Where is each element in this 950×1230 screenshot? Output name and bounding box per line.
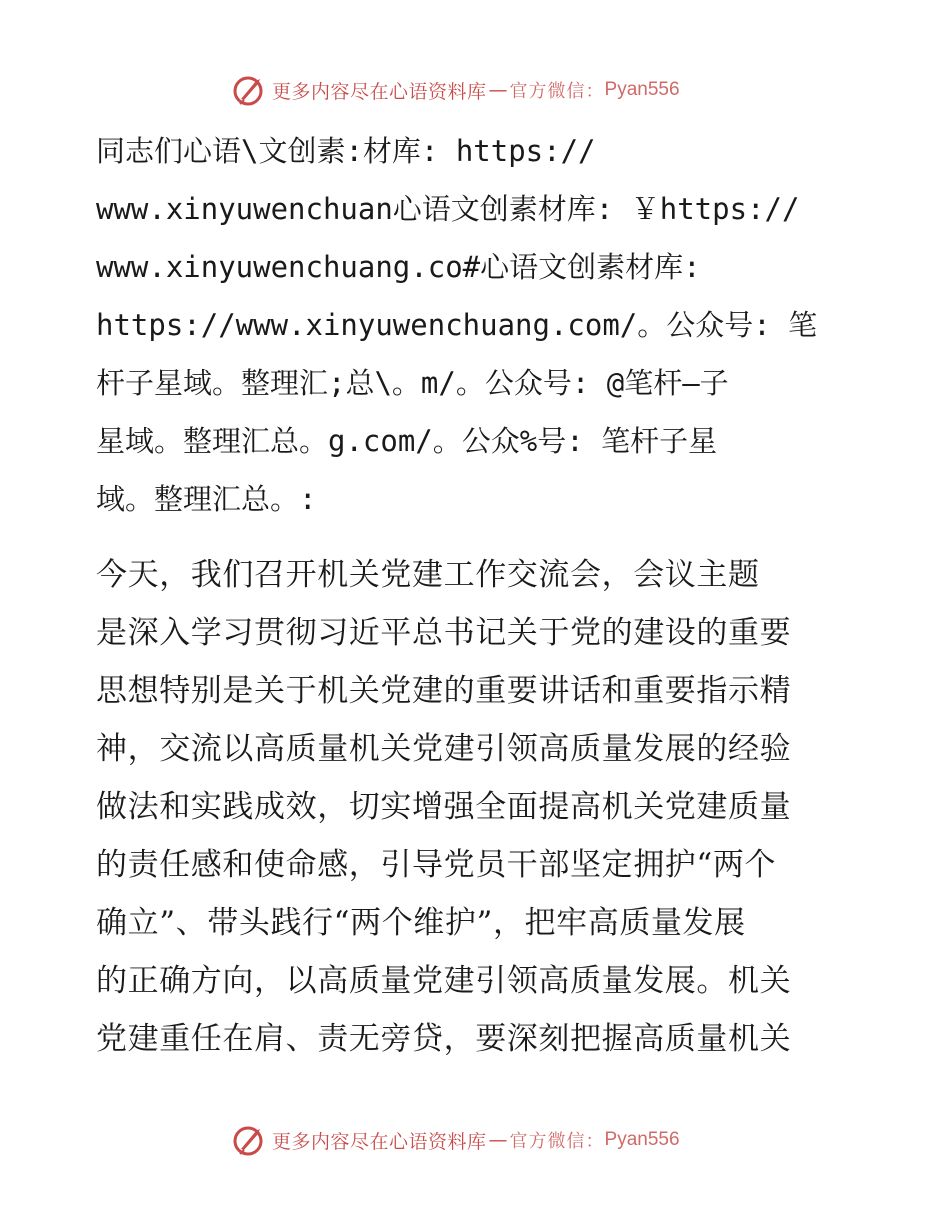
intro-line-7: 域。整理汇总。: <box>96 482 317 516</box>
watermark-dash: — <box>488 1129 508 1151</box>
body-line-8: 的正确方向，以高质量党建引领高质量发展。机关 <box>96 963 792 999</box>
quill-logo-icon <box>232 73 266 107</box>
intro-line-1: 同志们心语\文创素:材库: https:// <box>96 134 596 168</box>
body-line-4: 神，交流以高质量机关党建引领高质量发展的经验 <box>96 731 792 767</box>
watermark-label: 官方微信： <box>509 81 605 102</box>
watermark-text: 更多内容尽在心语资料库 <box>272 80 487 103</box>
document-body <box>96 122 856 1068</box>
intro-line-5: 杆子星域。整理汇;总\。m/。公众号: @笔杆—子 <box>96 366 729 400</box>
watermark-text: 更多内容尽在心语资料库 <box>272 1130 487 1153</box>
intro-line-2: www.xinyuwenchuan心语文创素材库: ￥https:// <box>96 192 800 226</box>
body-line-5: 做法和实践成效，切实增强全面提高机关党建质量 <box>96 789 792 825</box>
body-line-7: 确立”、带头践行“两个维护”，把牢高质量发展 <box>96 905 746 941</box>
watermark-id: Pyan556 <box>604 79 680 100</box>
footer-watermark <box>232 1120 732 1160</box>
body-line-9: 党建重任在肩、责无旁贷，要深刻把握高质量机关 <box>96 1021 792 1057</box>
intro-line-6: 星域。整理汇总。g.com/。公众%号: 笔杆子星 <box>96 424 718 458</box>
paragraph-gap <box>96 528 856 546</box>
intro-line-4: https://www.xinyuwenchuang.com/。公众号: 笔 <box>96 308 818 342</box>
body-line-3: 思想特别是关于机关党建的重要讲话和重要指示精 <box>96 673 792 709</box>
watermark-label: 官方微信： <box>509 1131 605 1152</box>
body-line-6: 的责任感和使命感，引导党员干部坚定拥护“两个 <box>96 847 777 883</box>
watermark-id: Pyan556 <box>604 1129 680 1150</box>
quill-logo-icon <box>232 1123 266 1157</box>
watermark-dash: — <box>488 79 508 101</box>
intro-line-3: www.xinyuwenchuang.co#心语文创素材库: <box>96 250 701 284</box>
body-line-1: 今天，我们召开机关党建工作交流会，会议主题 <box>96 557 760 593</box>
header-watermark <box>232 70 732 110</box>
body-line-2: 是深入学习贯彻习近平总书记关于党的建设的重要 <box>96 615 792 651</box>
